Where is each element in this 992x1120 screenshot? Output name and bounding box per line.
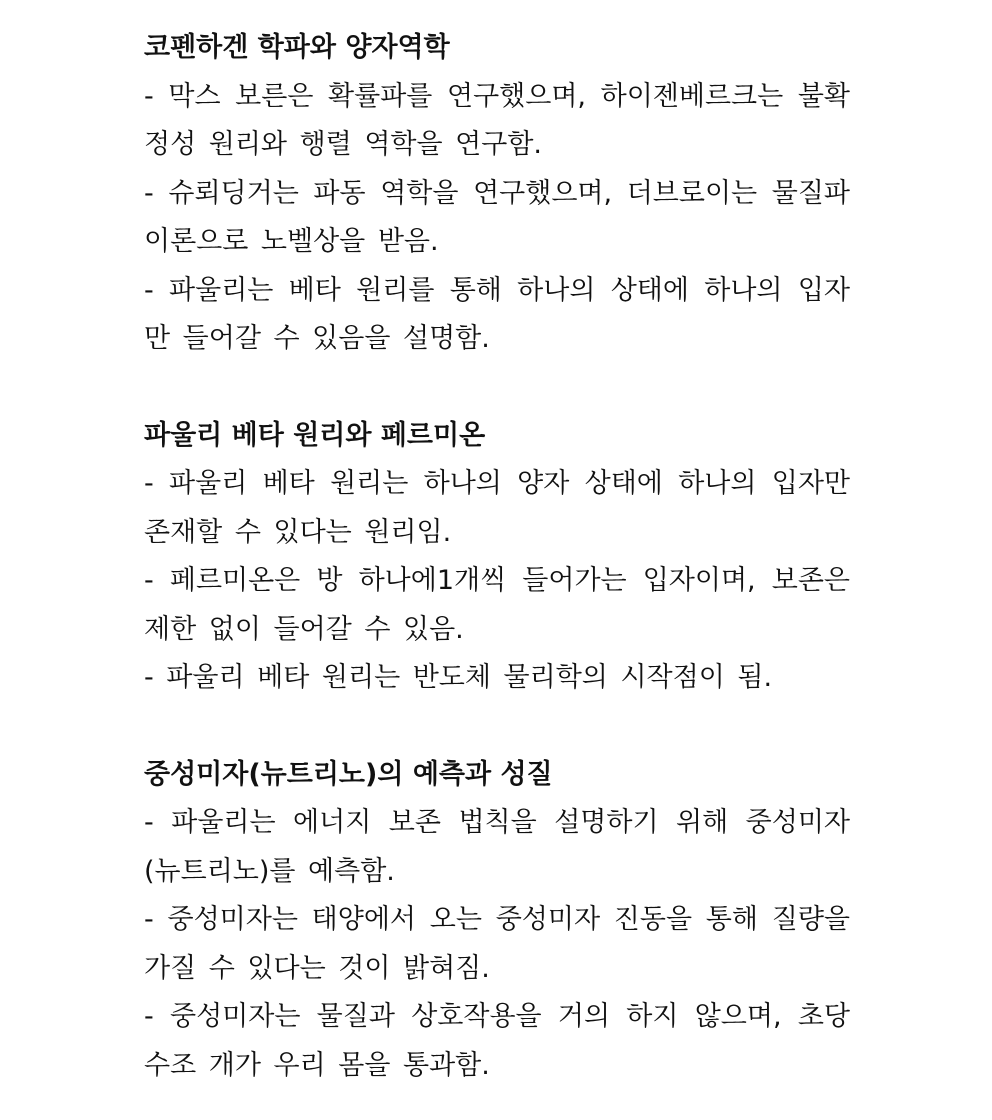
bullet-item: - 막스 보른은 확률파를 연구했으며, 하이젠베르크는 불확정성 원리와 행렬 역학을 연구함. [144,80,850,160]
section-neutrino [144,751,850,1091]
bullet-item: - 파울리는 베타 원리를 통해 하나의 상태에 하나의 입자만 들어갈 수 있음을 설명함. [144,274,850,354]
section-heading: 중성미자(뉴트리노)의 예측과 성질 [144,758,553,790]
bullet-item: - 중성미자는 물질과 상호작용을 거의 하지 않으며, 초당 수조 개가 우리 몸을 통과함. [144,1001,850,1081]
section-heading: 파울리 베타 원리와 페르미온 [144,419,486,451]
section-pauli-fermion [144,412,850,703]
bullet-item: - 중성미자는 태양에서 오는 중성미자 진동을 통해 질량을 가질 수 있다는 것이 밝혀짐. [144,904,850,984]
section-copenhagen [144,24,850,364]
bullet-item: - 파울리는 에너지 보존 법칙을 설명하기 위해 중성미자(뉴트리노)를 예측함. [144,807,850,887]
bullet-item: - 슈뢰딩거는 파동 역학을 연구했으며, 더브로이는 물질파 이론으로 노벨상을 받음. [144,177,850,257]
bullet-item: - 페르미온은 방 하나에1개씩 들어가는 입자이며, 보존은 제한 없이 들어갈 수 있음. [144,565,850,645]
document-body [144,24,850,1090]
bullet-item: - 파울리 베타 원리는 하나의 양자 상태에 하나의 입자만 존재할 수 있다는 원리임. [144,468,850,548]
bullet-item: - 파울리 베타 원리는 반도체 물리학의 시작점이 됨. [144,662,773,693]
section-heading: 코펜하겐 학파와 양자역학 [144,32,450,63]
